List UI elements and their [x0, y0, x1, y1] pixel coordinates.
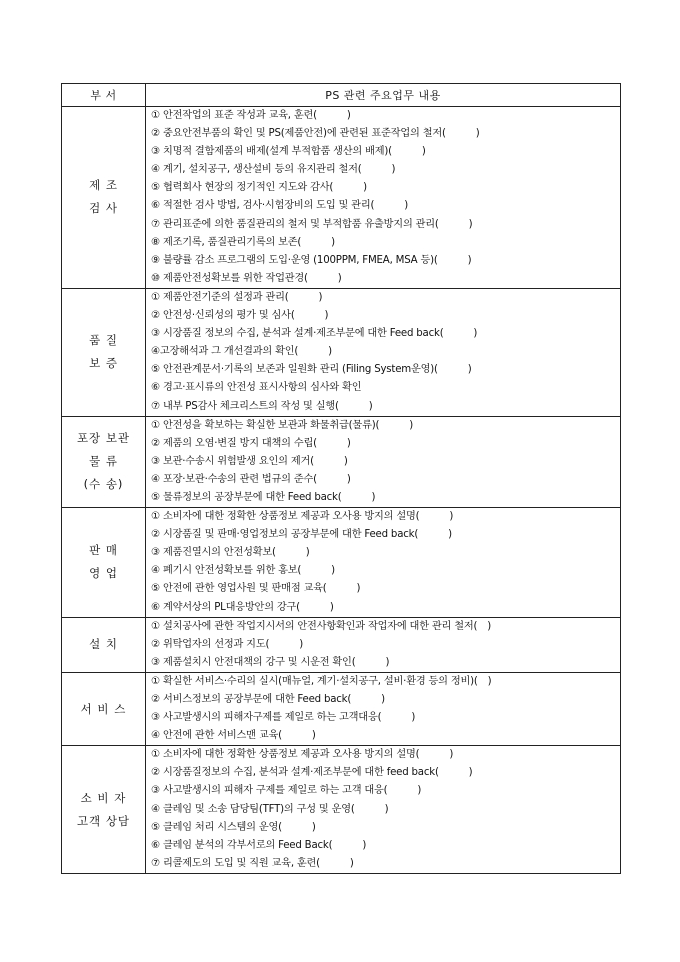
- department-name-line: 보 증: [89, 356, 118, 371]
- department-name-line: 물 류: [89, 454, 118, 469]
- duty-item: ④ 안전에 관한 서비스맨 교육( ): [151, 730, 316, 742]
- department-name-line: 검 사: [89, 201, 118, 216]
- table-header-row: [62, 84, 621, 107]
- department-name-line: 판 매: [89, 543, 118, 558]
- table-row: [62, 508, 621, 618]
- department-name-line: 품 질: [89, 333, 118, 348]
- department-name-line: 고객 상담: [76, 813, 131, 828]
- duty-item: ⑩ 제품안전성확보를 위한 작업관경( ): [151, 272, 342, 284]
- duty-item: ① 안전성을 확보하는 확실한 보관과 화물취급(물류)( ): [151, 419, 414, 431]
- duty-item: ⑧ 제조기록, 품질관리기록의 보존( ): [151, 236, 335, 248]
- duty-item: ⑦ 관리표준에 의한 품질관리의 철저 및 부적합품 유출방지의 관리( ): [151, 218, 473, 230]
- table-row: [62, 672, 621, 745]
- duty-item: ② 안전성·신뢰성의 평가 및 심사( ): [151, 310, 329, 322]
- duty-item: ⑤ 안전에 관한 영업사원 및 판매점 교육( ): [151, 583, 361, 595]
- duty-item: ③ 치명적 결함제품의 배제(설계 부적합품 생산의 배제)( ): [151, 146, 426, 158]
- duty-item: ② 시장품질정보의 수집, 분석과 설계·제조부문에 대한 feed back( ): [151, 767, 473, 779]
- department-cell: [62, 288, 146, 416]
- table-row: [62, 107, 621, 289]
- duty-item: ② 제품의 오염·변질 방지 대책의 수립( ): [151, 437, 351, 449]
- duty-item: ④고장해석과 그 개선결과의 확인( ): [151, 346, 332, 358]
- department-name-line: 영 업: [89, 566, 118, 581]
- duties-cell: [146, 672, 621, 745]
- duty-item: ⑤ 물류정보의 공장부문에 대한 Feed back( ): [151, 491, 376, 503]
- duty-item: ⑤ 클레임 처리 시스템의 운영( ): [151, 821, 316, 833]
- duty-item: ⑨ 불량률 감소 프로그램의 도입·운영 (100PPM, FMEA, MSA 등)( ): [151, 254, 472, 266]
- duty-item: ⑥ 적절한 검사 방법, 검사·시험장비의 도입 및 관리( ): [151, 200, 408, 212]
- table-body: [62, 107, 621, 874]
- duty-item: ⑥ 클레임 분석의 각부서로의 Feed Back( ): [151, 839, 367, 851]
- duties-cell: [146, 416, 621, 507]
- duty-item: ⑥ 계약서상의 PL대응방안의 강구( ): [151, 601, 334, 613]
- duty-item: ③ 사고발생시의 피해자 구제를 제일로 하는 고객 대응( ): [151, 785, 422, 797]
- table-row: [62, 288, 621, 416]
- duties-cell: [146, 508, 621, 618]
- duty-item: ② 위탁업자의 선정과 지도( ): [151, 638, 303, 650]
- department-name-line: 포장 보관: [76, 431, 131, 446]
- duty-item: ⑦ 내부 PS감사 체크리스트의 작성 및 실행( ): [151, 400, 373, 412]
- table-row: [62, 416, 621, 507]
- dept-column-header: 부 서: [62, 84, 146, 107]
- duty-item: ⑤ 안전관계문서·기록의 보존과 일원화 관리 (Filing System운영)( ): [151, 364, 472, 376]
- duty-item: ③ 시장품질 정보의 수집, 분석과 설계·제조부문에 대한 Feed back( ): [151, 328, 478, 340]
- department-cell: [62, 508, 146, 618]
- department-name-line: 서 비 스: [80, 701, 127, 716]
- department-cell: [62, 746, 146, 874]
- duty-item: ② 서비스정보의 공장부문에 대한 Feed back( ): [151, 694, 385, 705]
- table-row: [62, 617, 621, 672]
- duty-item: ② 시장품질 및 판매·영업정보의 공장부문에 대한 Feed back( ): [151, 529, 452, 541]
- duties-cell: [146, 617, 621, 672]
- department-cell: [62, 672, 146, 745]
- duty-item: ③ 제품진열시의 안전성확보( ): [151, 547, 310, 559]
- department-name-line: 설 치: [89, 637, 118, 652]
- table-row: [62, 746, 621, 874]
- department-name-line: 소 비 자: [80, 790, 127, 805]
- duty-item: ① 제품안전기준의 설정과 관리( ): [151, 291, 323, 303]
- department-cell: [62, 107, 146, 289]
- duty-item: ② 중요안전부품의 확인 및 PS(제품안전)에 관련된 표준작업의 철저( ): [151, 128, 480, 140]
- duties-cell: [146, 107, 621, 289]
- duty-item: ④ 계기, 설치공구, 생산설비 등의 유지관리 철저( ): [151, 164, 396, 176]
- duty-item: ① 소비자에 대한 정확한 상품정보 제공과 오사용 방지의 설명( ): [151, 749, 454, 761]
- duty-item: ④ 포장·보관·수송의 관련 법규의 준수( ): [151, 473, 351, 485]
- duty-item: ③ 제품설치시 안전대책의 강구 및 시운전 확인( ): [151, 656, 390, 668]
- duty-item: ⑤ 협력회사 현장의 정기적인 지도와 감사( ): [151, 182, 367, 194]
- duty-item: ① 소비자에 대한 정확한 상품정보 제공과 오사용 방지의 설명( ): [151, 511, 454, 523]
- duty-item: ⑥ 경고·표시류의 안전성 표시사항의 심사와 확인: [151, 382, 362, 394]
- duty-item: ① 확실한 서비스·수리의 실시(매뉴얼, 계기·설치공구, 설비·환경 등의 정비)( ): [151, 675, 492, 687]
- department-name-line: (수 송): [83, 477, 124, 492]
- department-cell: [62, 416, 146, 507]
- ps-duties-table: [61, 83, 621, 874]
- duties-cell: [146, 746, 621, 874]
- duty-item: ④ 클레임 및 소송 담당팀(TFT)의 구성 및 운영( ): [151, 803, 389, 815]
- department-cell: [62, 617, 146, 672]
- duty-item: ③ 보관·수송시 위험발생 요인의 제거( ): [151, 455, 348, 467]
- duties-cell: [146, 288, 621, 416]
- duty-item: ① 설치공사에 관한 작업지시서의 안전사항확인과 작업자에 대한 관리 철저( ): [151, 620, 492, 632]
- content-column-header: PS 관련 주요업무 내용: [146, 84, 621, 107]
- duty-item: ④ 폐기시 안전성확보를 위한 홍보( ): [151, 565, 335, 577]
- duty-item: ③ 사고발생시의 피해자구제를 제일로 하는 고객대응( ): [151, 712, 416, 724]
- department-name-line: 제 조: [89, 178, 118, 193]
- duty-item: ⑦ 리콜제도의 도입 및 직원 교육, 훈련( ): [151, 857, 354, 869]
- duty-item: ① 안전작업의 표준 작성과 교육, 훈련( ): [151, 110, 351, 121]
